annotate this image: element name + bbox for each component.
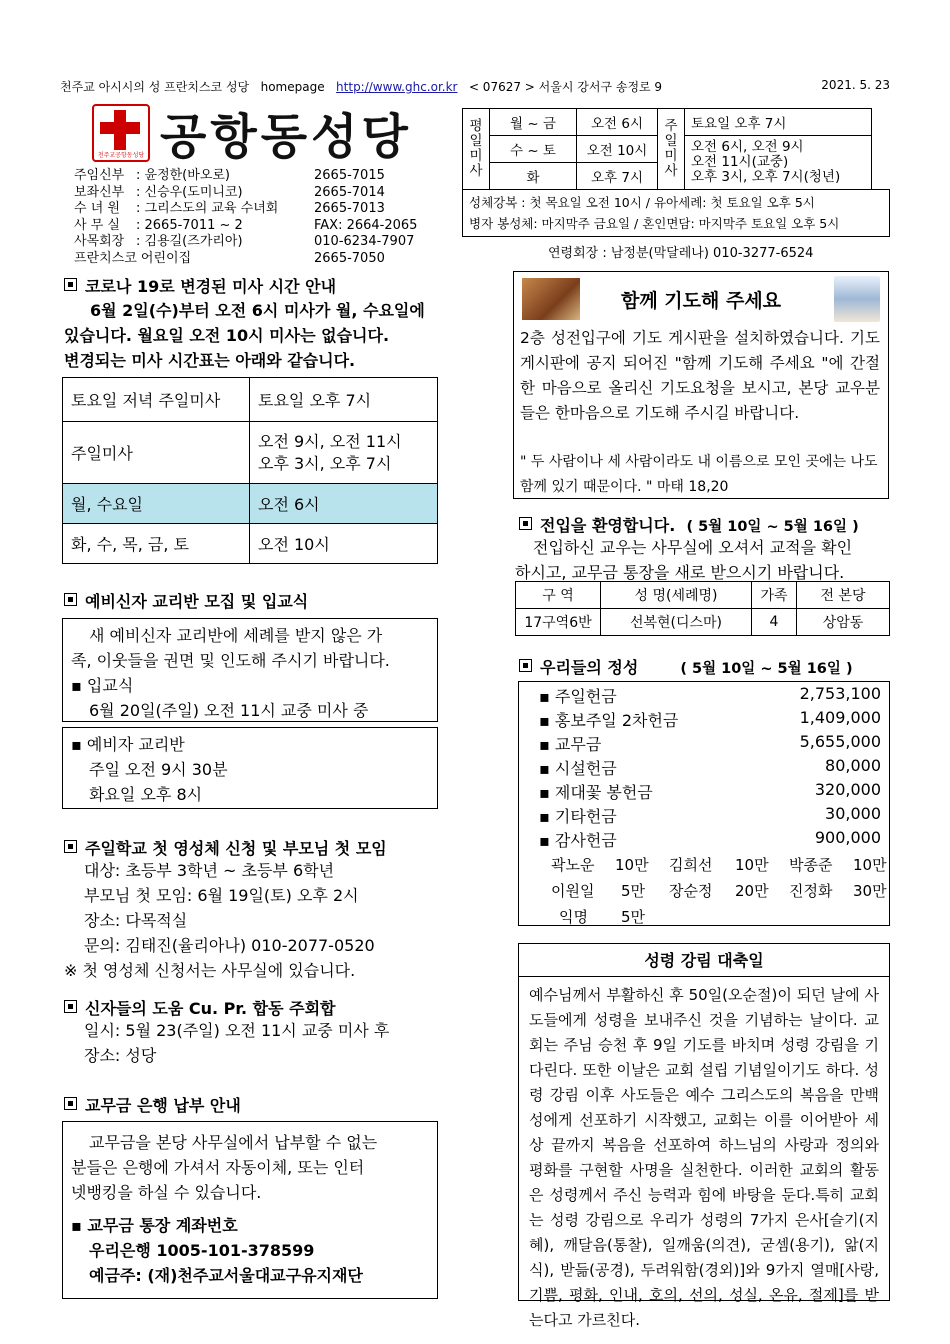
homepage-label: homepage <box>260 80 325 94</box>
mass-schedule <box>462 108 872 190</box>
corona-notice: 6월 2일(수)부터 오전 6시 미사가 월, 수요일에 있습니다. 월요일 오전 10시 미사는 없습니다. 변경되는 미사 시간표는 아래와 같습니다. <box>64 301 425 370</box>
bank-heading: 교무금 은행 납부 안내 <box>64 1093 241 1116</box>
staff-row: 수 녀 원 : 그리스도의 교육 수녀회 2665-7013 <box>74 201 385 216</box>
offering-item: ▪ 기타헌금 30,000 <box>539 804 881 826</box>
weekday-mass-label: 평일미사 <box>463 109 490 190</box>
sunday-times: 오전 6시, 오전 9시 오전 11시(교중) 오후 3시, 오후 7시(청년) <box>685 136 872 190</box>
mass-day: 월 ~ 금 <box>490 109 577 136</box>
mass-time: 오전 10시 <box>577 136 658 163</box>
catechism-class-box: ▪ 예비자 교리반 주일 오전 9시 30분 화요일 오후 8시 <box>62 727 438 809</box>
donor-name: 이원일 <box>551 882 595 900</box>
staff-row: 사목회장 : 김용길(즈가리아) 010-6234-7907 <box>74 234 415 249</box>
staff-row: 사 무 실 : 2665-7011 ~ 2 FAX: 2664-2065 <box>74 217 418 233</box>
offering-heading: 우리들의 정성 ( 5월 10일 ~ 5월 16일 ) <box>519 655 853 678</box>
donor-amount: 30만 <box>853 882 887 900</box>
donor-amount: 10만 <box>735 856 769 874</box>
staff-list <box>74 167 417 266</box>
donor-amount: 10만 <box>853 856 887 874</box>
changed-mass-table: 토요일 저녁 주일미사 토요일 오후 7시 주일미사 오전 9시, 오전 11시 오후 3시, 오후 7시 월, 수요일 오전 6시 화, 수, 목, 금, 토 오전 10시 <box>62 377 438 564</box>
homepage-link[interactable]: http://www.ghc.or.kr <box>336 80 458 94</box>
bullet-square-icon <box>64 1000 77 1013</box>
staff-row: 주임신부 : 윤정한(바오로) 2665-7015 <box>74 168 385 183</box>
welcome-heading: 전입을 환영합니다. ( 5월 10일 ~ 5월 16일 ) <box>519 513 859 536</box>
table-row: 17구역6반 선복현(디스마) 4 상암동 <box>516 609 890 636</box>
donor-name: 진정화 <box>789 882 833 900</box>
pentecost-heading: 성령 강림 대축일 <box>518 943 890 977</box>
donor-amount: 20만 <box>735 882 769 900</box>
sunday-school-details: 대상: 초등부 3학년 ~ 초등부 6학년 부모님 첫 모임: 6월 19일(토) 오후 2시 장소: 다목적실 문의: 김태진(율리아나) 010-2077-0520 ※ 첫 영성체 신청서는 사무실에 있습니다. <box>64 861 375 980</box>
bullet-square-icon <box>64 840 77 853</box>
mass-time: 오후 7시 <box>577 163 658 190</box>
offering-item: ▪ 시설헌금 80,000 <box>539 756 881 778</box>
mass-day: 화 <box>490 163 577 190</box>
logo-caption: 천주교공항동성당 <box>97 152 145 159</box>
donor-name: 김희선 <box>669 856 713 874</box>
mass-day: 수 ~ 토 <box>490 136 577 163</box>
donor-name: 곽노운 <box>551 856 595 874</box>
bullet-square-icon <box>64 593 77 606</box>
cupr-heading: 신자들의 도움 Cu. Pr. 합동 주회합 <box>64 996 336 1019</box>
bullet-square-icon <box>519 659 532 672</box>
pentecost-body: 예수님께서 부활하신 후 50일(오순절)이 되던 날에 사도들에게 성령을 보내주신 것을 기념하는 날이다. 교회는 주님 승천 후 9일 기도를 바치며 성령 강림을 기다린다. 또한 이날은 교회 설립 기념일이기도 하다. 성령 강림 이후 사도들은 예수 그리스도의 복음을 만백성에게 선포하기 시작했고, 교회는 이를 이어받아 세상 끝까지 복음을 선포하여 하느님의 사랑과 정의와 평화를 구현할 사명을 실천한다. 이러한 교회의 활동은 성령께서 주신 능력과 힘에 바탕을 둔다.특히 교회는 성령 강림으로 우리가 성령의 7가지 은사[슬기(지혜), 깨달음(통찰), 일깨움(의견), 굳셈(용기), 앎(지식), 받듦(공경), 두려워함(경외)]와 9가지 열매[사랑, 기쁨, 평화, 인내, 호의, 선의, 성실, 온유, 절제]를 받는다고 가르친다. <box>518 976 890 1301</box>
transfer-table: 구 역 성 명(세례명) 가족 전 본당 17구역6반 선복현(디스마) 4 상암동 <box>515 581 890 636</box>
prayer-body: 2층 성전입구에 기도 게시판을 설치하였습니다. 기도 게시판에 공지 되어진 "함께 기도해 주세요 "에 간절한 마음으로 올리신 기도요청을 보시고, 본당 교우분들은 한마음으로 기도해 주시길 바랍니다. <box>520 329 880 422</box>
sunday-school-heading: 주일학교 첫 영성체 신청 및 부모님 첫 모임 <box>64 836 387 859</box>
offering-item: ▪ 교무금 5,655,000 <box>539 732 881 754</box>
sunday-sat: 토요일 오후 7시 <box>685 109 872 136</box>
donor-name: 장순정 <box>669 882 713 900</box>
prayer-title: 함께 기도해 주세요 <box>620 290 782 312</box>
donor-amount: 5만 <box>621 882 646 900</box>
offering-item: ▪ 홍보주일 2차헌금 1,409,000 <box>539 708 881 730</box>
donor-name: 박종준 <box>789 856 833 874</box>
chairman-contact: 연령회장 : 남정분(막달레나) 010-3277-6524 <box>548 246 814 261</box>
issue-date: 2021. 5. 23 <box>821 78 890 92</box>
donor-name: 익명 <box>559 908 588 926</box>
sacrament-notice: 성체강복 : 첫 목요일 오전 10시 / 유아세례: 첫 토요일 오후 5시 병자 봉성체: 마지막주 금요일 / 혼인면담: 마지막주 토요일 오후 5시 <box>462 189 890 237</box>
header-line <box>60 78 890 95</box>
mass-time: 오전 6시 <box>577 109 658 136</box>
prayer-quote: " 두 사람이나 세 사람이라도 내 이름으로 모인 곳에는 나도 함께 있기 때문이다. " 마태 18,20 <box>520 454 878 495</box>
bullet-square-icon <box>64 1097 77 1110</box>
catechumen-heading: 예비신자 교리반 모집 및 입교식 <box>64 589 308 612</box>
corona-heading: 코로나 19로 변경된 미사 시간 안내 <box>64 274 336 297</box>
donor-amount: 10만 <box>615 856 649 874</box>
cupr-details: 일시: 5월 23(주일) 오전 11시 교중 미사 후 장소: 성당 <box>84 1021 390 1065</box>
address: < 07627 > 서울시 강서구 송정로 9 <box>468 80 663 94</box>
welcome-text: 전입하신 교우는 사무실에 오셔서 교적을 확인 하시고, 교무금 통장을 새로 받으시기 바랍니다. <box>515 538 853 582</box>
donor-amount: 5만 <box>621 908 646 926</box>
sunday-mass-label: 주일미사 <box>658 109 685 190</box>
offering-box <box>518 681 890 926</box>
catechumen-box: 새 예비신자 교리반에 세례를 받지 않은 가 족, 이웃들을 권면 및 인도해 주시기 바랍니다. ▪ 입교식 6월 20일(주일) 오전 11시 교중 미사 중 <box>62 618 438 722</box>
staff-row: 보좌신부 : 신승우(도미니코) 2665-7014 <box>74 184 385 200</box>
page-title: 공항동성당 <box>160 109 412 165</box>
bank-box: 교무금을 본당 사무실에서 납부할 수 없는 분들은 은행에 가셔서 자동이체, 또는 인터 넷뱅킹을 하실 수 있습니다. ▪ 교무금 통장 계좌번호 우리은행 1005-101-378599 예금주: (재)천주교서울대교구유지재단 <box>62 1121 438 1299</box>
bullet-square-icon <box>519 517 532 530</box>
staff-row: 프란치스코 어린이집 2665-7050 <box>74 250 385 266</box>
offering-item: ▪ 감사헌금 900,000 <box>539 828 881 850</box>
prayer-request-box <box>513 271 889 499</box>
offering-item: ▪ 주일헌금 2,753,100 <box>539 684 881 706</box>
offering-item: ▪ 제대꽃 봉헌금 320,000 <box>539 780 881 802</box>
church-name: 천주교 아시시의 성 프란치스코 성당 <box>60 80 250 94</box>
bullet-square-icon <box>64 278 77 291</box>
church-logo <box>92 104 150 162</box>
